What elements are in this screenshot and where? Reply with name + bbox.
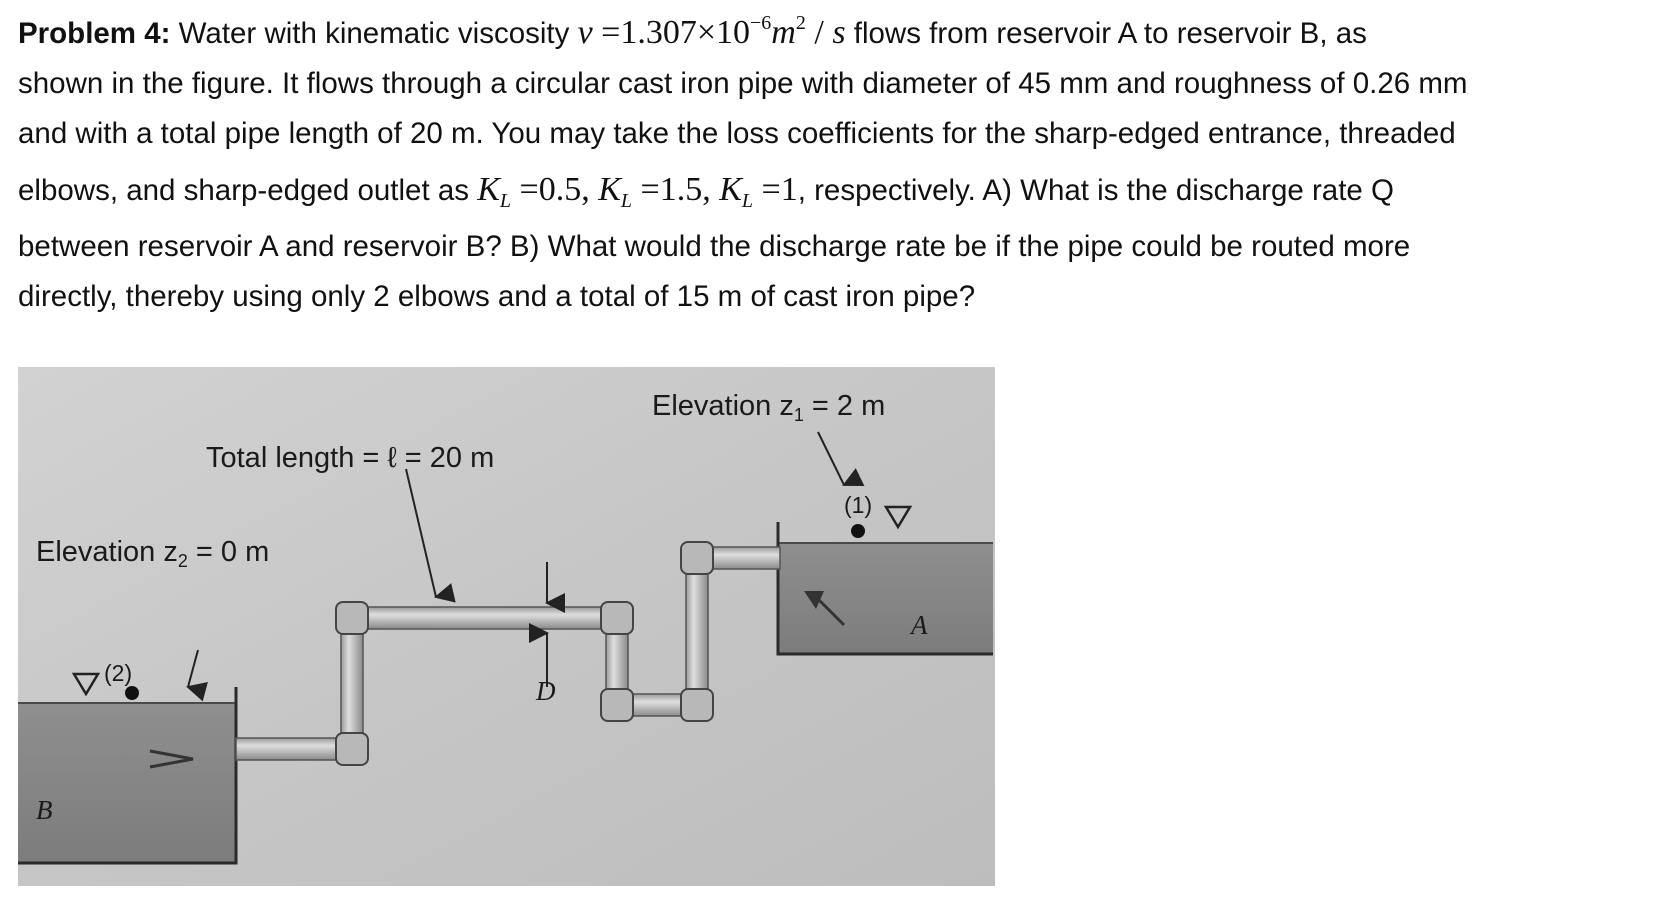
problem-intro-text: Water with kinematic viscosity [170,17,578,50]
point-1-marker [851,524,865,538]
reservoir-b [18,674,236,863]
point-1-label: (1) [844,492,873,518]
diameter-label: D [536,676,556,706]
nu-value: =1.307×10 [592,14,751,51]
problem-line4-text: elbows, and sharp-edged outlet as [18,174,478,207]
unit-s: s [832,14,846,51]
point-2-label: (2) [104,660,133,686]
problem-heading: Problem 4: [18,17,171,50]
unit-m: m [771,14,796,51]
k-sub-3: L [741,190,754,212]
k-value-3: =1 [753,171,798,208]
k-sub-1: L [499,190,512,212]
problem-line-5: between reservoir A and reservoir B? B) What would the discharge rate be if the pipe could be routed more [18,230,1411,263]
problem-line-4 [18,159,1658,222]
elevation-1-label: Elevation $z_1 = 2$ m [652,390,886,425]
elbow-5 [681,689,713,721]
nu-exponent: −6 [750,12,772,34]
problem-line1-tail: flows from reservoir A to reservoir B, as [845,17,1367,50]
elevation-2-label: Elevation $z_2 = 0$ m [36,536,270,571]
problem-line-6: directly, thereby using only 2 elbows and a total of 15 m of cast iron pipe? [18,280,976,313]
problem-line-1 [18,8,1658,59]
k-sub-2: L [620,190,633,212]
reservoir-a-label: A [911,610,928,640]
elbow-2 [336,602,368,634]
k-value-1: =0.5, [511,171,599,208]
problem-line4-tail: , respectively. A) What is the discharge rate Q [797,174,1394,207]
total-length-label: Total length = ℓ = 20 m [206,442,495,474]
unit-slash: / [805,14,833,51]
nu-symbol: ν [577,14,593,51]
k-symbol-2: K [598,171,621,208]
elbow-1 [336,733,368,765]
k-value-2: =1.5, [632,171,720,208]
problem-line-2: shown in the figure. It flows through a circular cast iron pipe with diameter of 45 mm and roughness of 0.26 mm [18,67,1468,100]
elbow-6 [681,542,713,574]
elbow-4 [601,689,633,721]
pipe-system-figure [18,367,995,886]
viscosity-expression [578,14,846,51]
problem-line-3: and with a total pipe length of 20 m. You may take the loss coefficients for the sharp-edged entrance, threaded [18,117,1456,150]
point-2-marker [125,686,139,700]
problem-statement [18,8,1658,322]
unit-exponent: 2 [795,12,806,34]
k-symbol-1: K [477,171,500,208]
elbow-3 [601,602,633,634]
pipe-system-diagram [18,367,995,886]
k-symbol-3: K [719,171,742,208]
loss-coefficients [477,171,798,212]
reservoir-b-water [18,702,236,863]
reservoir-b-label: B [36,795,53,825]
